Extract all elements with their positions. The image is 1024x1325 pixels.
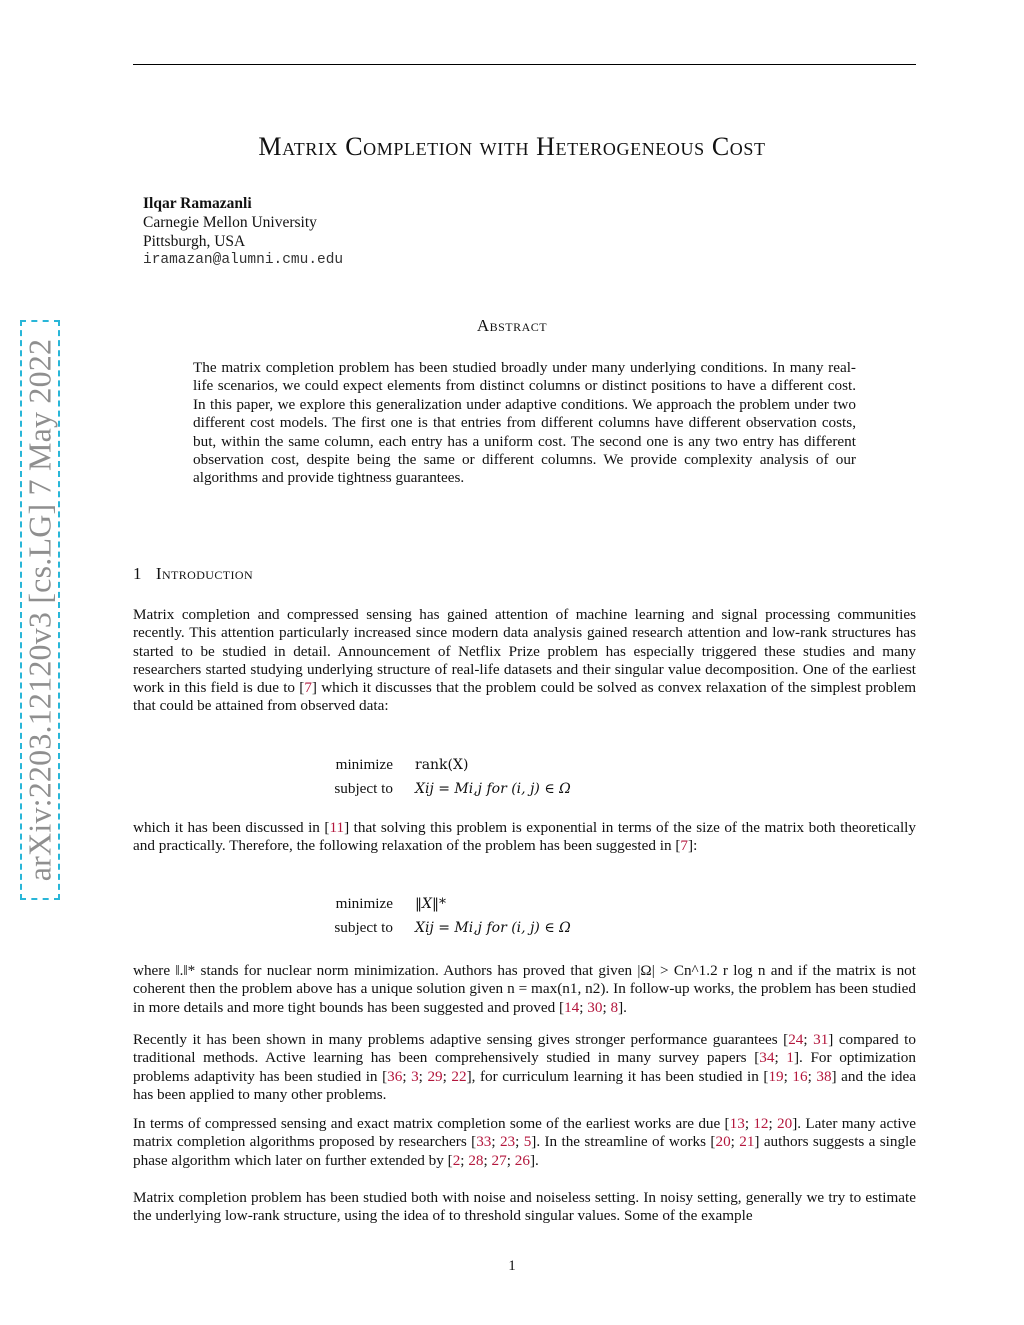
- citation-link[interactable]: 19: [768, 1067, 784, 1085]
- author-name: Ilqar Ramazanli: [143, 195, 252, 212]
- constraint: Xij = Mi,j for (i, j) ∈ Ω: [415, 920, 571, 936]
- constraint: Xij = Mi,j for (i, j) ∈ Ω: [415, 781, 571, 797]
- paragraph-text: which it discusses that the problem could be solved as convex relaxation of the simplest problem that could be attained from observed data:: [133, 679, 917, 715]
- citation-link[interactable]: 36: [387, 1067, 403, 1085]
- citation-link[interactable]: 7: [680, 837, 689, 855]
- citation-link[interactable]: 23: [499, 1133, 516, 1151]
- intro-paragraph-1: Matrix completion and compressed sensing has gained attention of machine learning and signal processing communities recently. This attention particularly increased since modern data analysis gained research attention and low-rank structures has started to be studied in detail. Announcement of Netflix Prize problem has especially triggered these studies and many researchers started studying underlying structure of real-life datasets and their singular value decomposition. One of the earliest work in this field is due to [7] which it discusses that the problem could be solved as convex relaxation of the simplest problem that could be attained from observed data:: [133, 606, 917, 715]
- paragraph-text: Matrix completion and compressed sensing has gained attention of machine learning and signal processing communities recently. This attention particularly increased since modern data analysis gained research attention and low-rank structures has started to be studied in detail. Announcement of Netflix Prize problem has especially triggered these studies and many researchers started studying underlying structure of real-life datasets and their singular value decomposition. One of the earliest work in this field is due to: [133, 606, 916, 697]
- subject-to-label: subject to: [334, 919, 393, 936]
- citation-link[interactable]: 13: [729, 1115, 745, 1132]
- citation-link[interactable]: 29: [427, 1067, 443, 1085]
- citation-link[interactable]: 12: [753, 1115, 769, 1132]
- paragraph-text: where ‖.‖* stands for nuclear norm minimization. Authors has proved that given |Ω| > Cn^1.2 r log n and if the matrix is not coherent then the problem above has a unique solution given n = max(n1, n2). In follow-up works, the problem has been studied in more details and more tight bounds has been suggested and proved: [133, 962, 916, 1016]
- citation-link[interactable]: 14: [564, 998, 580, 1016]
- section-title: Introduction: [155, 564, 254, 583]
- section-number: 1: [133, 564, 142, 583]
- citation-link[interactable]: 20: [715, 1133, 731, 1151]
- citation-link[interactable]: 24: [788, 1031, 804, 1048]
- subject-to-label: subject to: [334, 780, 393, 797]
- paragraph-text: For optimization problems adaptivity has been studied in: [133, 1049, 916, 1085]
- paragraph-text: Recently it has been shown in many problems adaptive sensing gives stronger performance guarantees: [133, 1031, 778, 1048]
- citation-link[interactable]: 27: [491, 1151, 507, 1169]
- author-block: [143, 194, 343, 270]
- minimize-label: minimize: [335, 895, 393, 912]
- paragraph-text: In terms of compressed sensing and exact matrix completion some of the earliest works are due: [133, 1115, 721, 1132]
- citation-link[interactable]: 16: [792, 1067, 808, 1085]
- arxiv-stamp-text: arXiv:2203.12120v3 [cs.LG] 7 May 2022: [21, 338, 58, 882]
- paper-title: Matrix Completion with Heterogeneous Cost: [258, 132, 766, 161]
- minimize-label: minimize: [335, 756, 393, 773]
- intro-paragraph-3: where ‖.‖* stands for nuclear norm minimization. Authors has proved that given |Ω| > Cn^1.2 r log n and if the matrix is not coherent then the problem above has a unique solution given n = max(n1, n2). In follow-up works, the problem has been studied in more details and more tight bounds has been suggested and proved [14; 30; 8].: [133, 962, 916, 1016]
- intro-paragraph-6: Matrix completion problem has been studied both with noise and noiseless setting. In noisy setting, generally we try to estimate the underlying low-rank structure, using the idea of to threshold singular values. Some of the example: [133, 1189, 916, 1225]
- header-rule: [133, 64, 916, 65]
- paragraph-text: which it has been discussed in: [133, 819, 320, 836]
- intro-paragraph-2: which it has been discussed in [11] that solving this problem is exponential in terms of the size of the matrix both theoretically and practically. Therefore, the following relaxation of the problem has been suggested in [7]:: [133, 819, 916, 855]
- citation-link[interactable]: 7: [304, 679, 312, 697]
- citation-link[interactable]: 22: [451, 1067, 467, 1085]
- paragraph-text: In the streamline of works: [544, 1133, 707, 1151]
- objective: ‖X‖*: [415, 896, 446, 912]
- arxiv-stamp[interactable]: [20, 320, 60, 900]
- citation-link[interactable]: 11: [329, 819, 345, 836]
- citation-link[interactable]: 2: [452, 1151, 461, 1169]
- section-heading: [133, 564, 253, 584]
- citation-link[interactable]: 20: [777, 1115, 793, 1132]
- abstract-heading: Abstract: [476, 316, 548, 335]
- author-location: Pittsburgh, USA: [143, 233, 246, 250]
- citation-link[interactable]: 33: [476, 1133, 492, 1151]
- citation-link[interactable]: 3: [411, 1067, 419, 1085]
- abstract-body: The matrix completion problem has been studied broadly under many underlying conditions. In many real-life scenarios, we could expect elements from distinct columns or distinct positions to have a different cost. In this paper, we explore this generalization under adaptive conditions. We approach the problem under two different cost models. The first one is that entries from different columns have different observation costs, but, within the same column, each entry has a uniform cost. The second one is any two entry has different observation cost, despite being the same or different columns. We provide complexity analysis of our algorithms and provide tightness guarantees.: [193, 359, 856, 487]
- citation-link[interactable]: 30: [587, 998, 603, 1016]
- optimization-problem-1: [301, 753, 571, 801]
- citation-link[interactable]: 26: [514, 1151, 530, 1169]
- paragraph-text: authors suggests a single phase algorithm which later on further extended by: [133, 1133, 917, 1169]
- intro-paragraph-4: Recently it has been shown in many problems adaptive sensing gives stronger performance guarantees [24; 31] compared to traditional methods. Active learning has been comprehensively studied in many survey papers [34; 1]. For optimization problems adaptivity has been studied in [36; 3; 29; 22], for curriculum learning it has been studied in [19; 16; 38] and the idea has been applied to many other problems.: [133, 1031, 916, 1103]
- citation-link[interactable]: 8: [610, 998, 619, 1016]
- paragraph-text: that solving this problem is exponential in terms of the size of the matrix both theoretically and practically. Therefore, the following relaxation of the problem has been suggested in: [133, 819, 916, 855]
- paragraph-text: Later many active matrix completion algorithms proposed by researchers: [133, 1115, 916, 1151]
- citation-link[interactable]: 31: [813, 1031, 829, 1048]
- paragraph-text: and the idea has been applied to many other problems.: [133, 1067, 916, 1103]
- optimization-problem-2: [301, 892, 571, 940]
- author-email[interactable]: iramazan@alumni.cmu.edu: [143, 252, 344, 268]
- page-number: 1: [508, 1258, 516, 1274]
- citation-link[interactable]: 28: [468, 1151, 484, 1169]
- citation-link[interactable]: 5: [523, 1133, 532, 1151]
- citation-link[interactable]: 21: [739, 1133, 755, 1151]
- citation-link[interactable]: 38: [816, 1067, 832, 1085]
- author-affiliation: Carnegie Mellon University: [143, 214, 317, 231]
- paragraph-text: for curriculum learning it has been studied in: [479, 1067, 759, 1085]
- paragraph-text: compared to traditional methods. Active learning has been comprehensively studied in many survey papers: [133, 1031, 916, 1067]
- citation-link[interactable]: 1: [786, 1049, 794, 1067]
- objective: rank(X): [415, 757, 469, 773]
- intro-paragraph-5: In terms of compressed sensing and exact matrix completion some of the earliest works are due [13; 12; 20]. Later many active matrix completion algorithms proposed by researchers [33; 23; 5]. In the streamline of works [20; 21] authors suggests a single phase algorithm which later on further extended by [2; 28; 27; 26].: [133, 1115, 917, 1169]
- citation-link[interactable]: 34: [759, 1049, 775, 1067]
